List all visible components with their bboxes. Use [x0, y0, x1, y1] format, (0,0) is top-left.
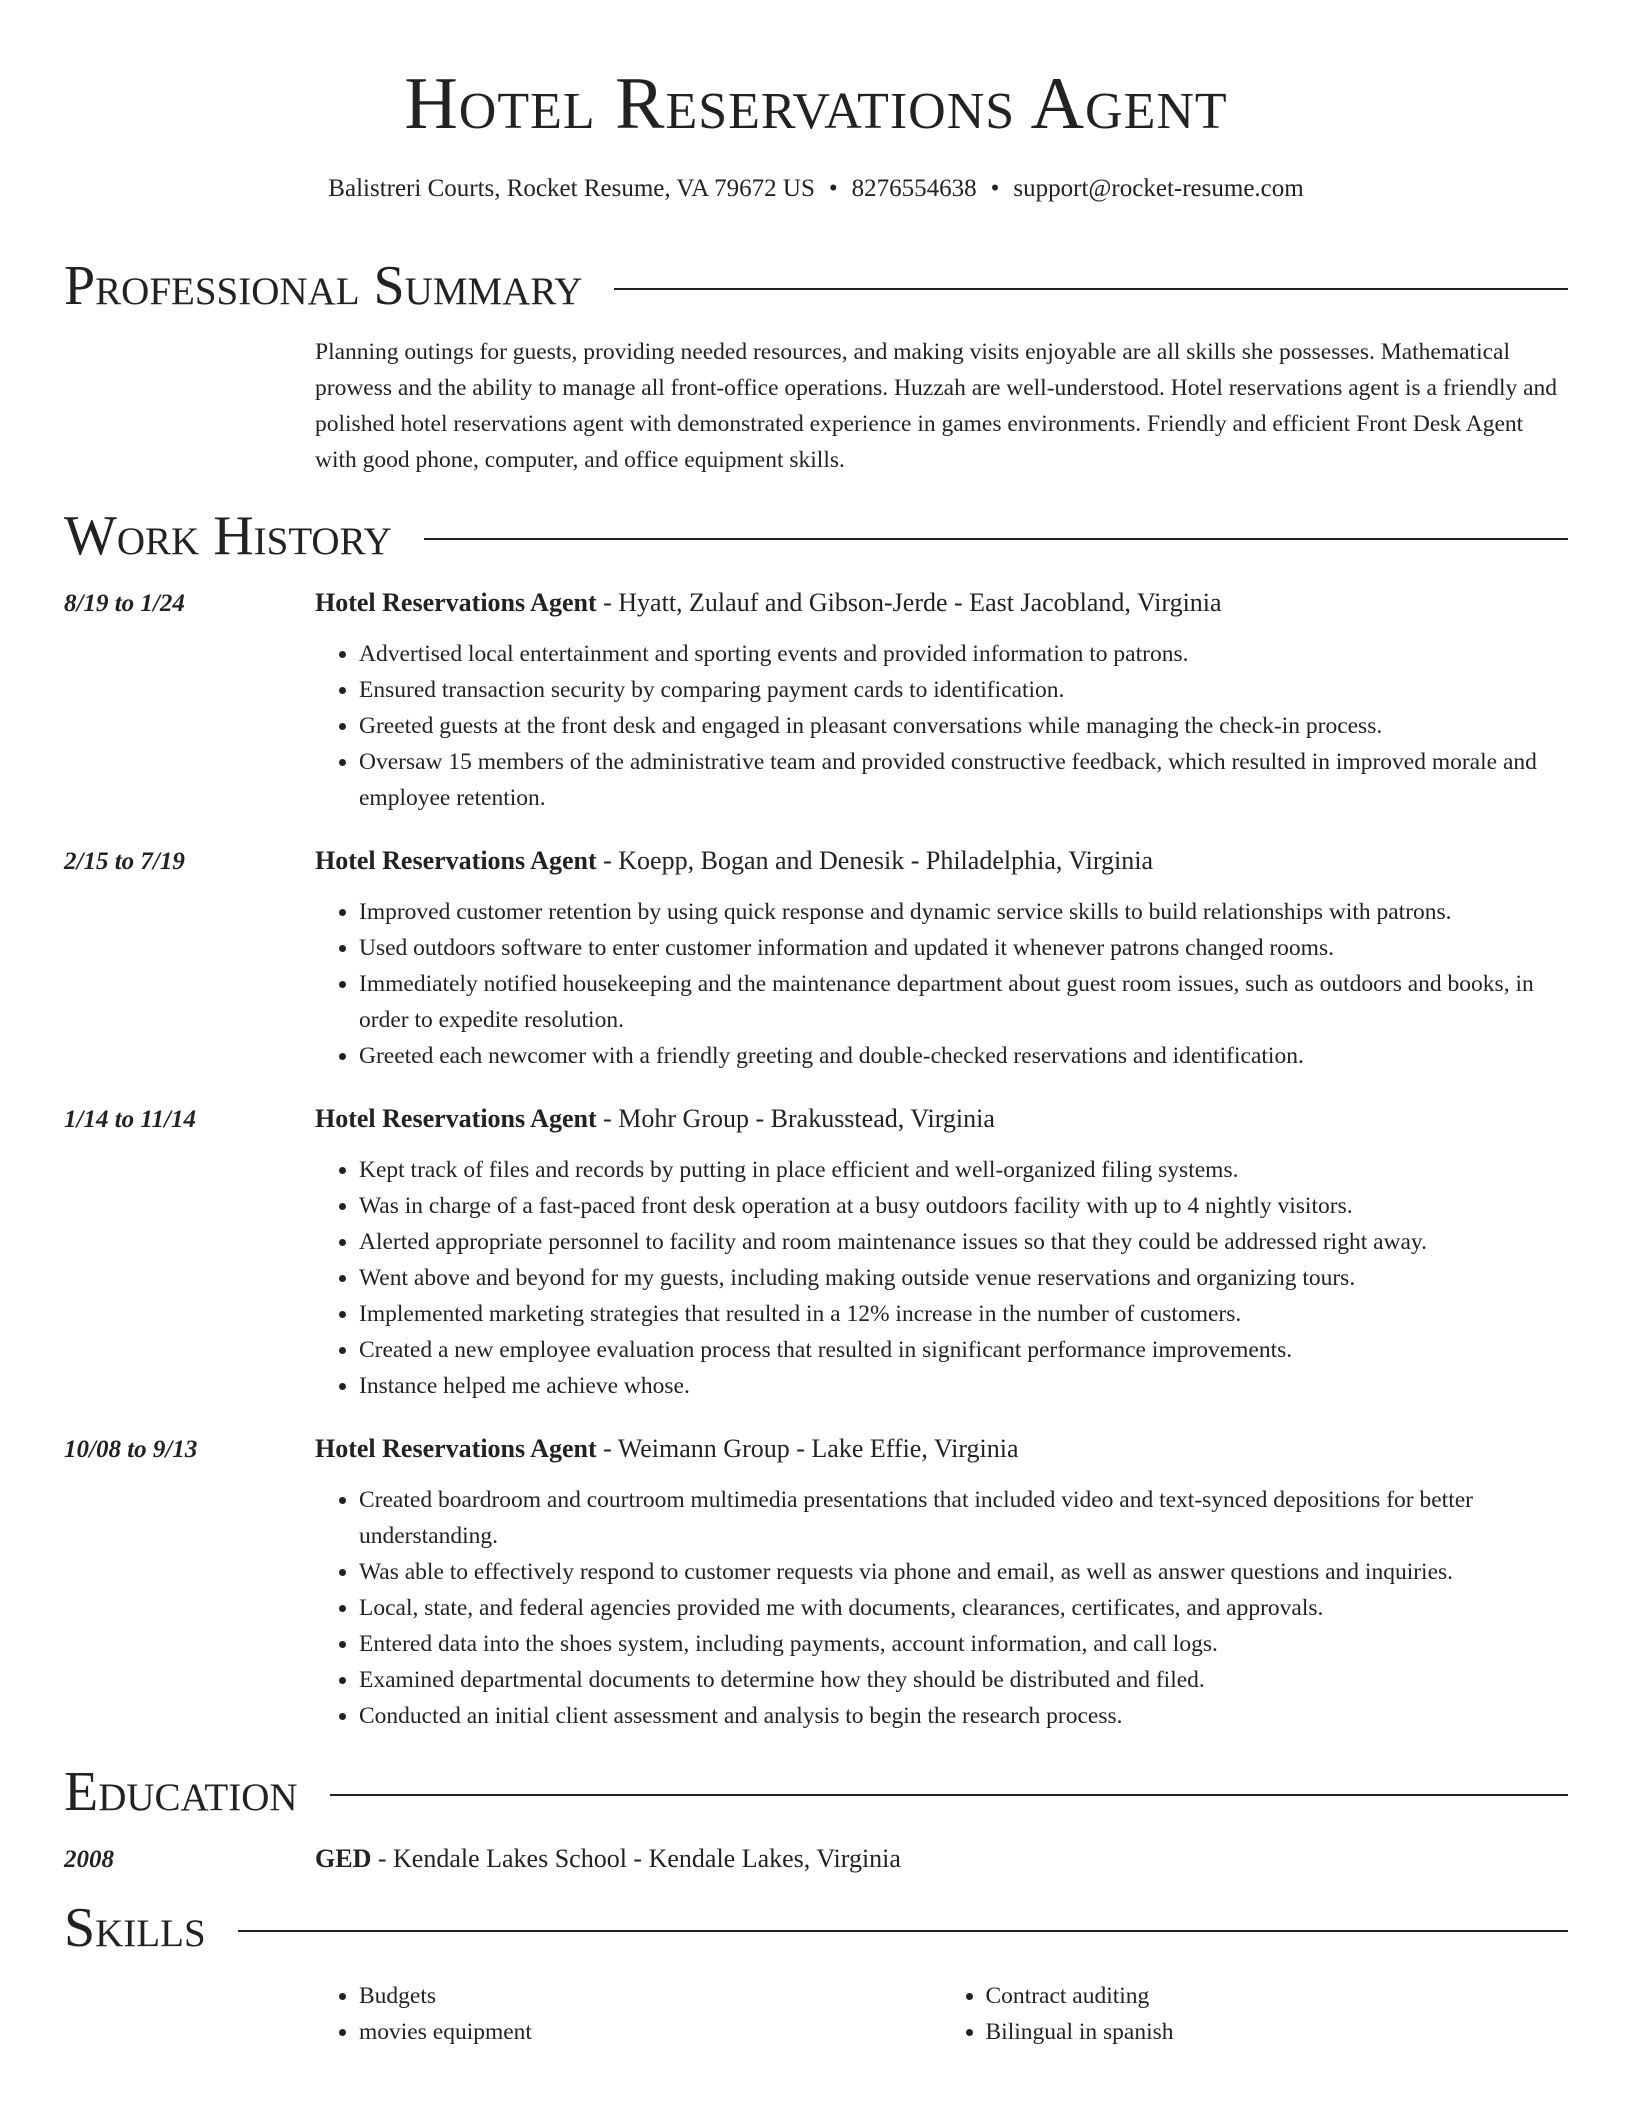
skills-section-header [64, 1896, 1568, 1960]
job-bullet: • Advertised local entertainment and sporting events and provided information to patrons. [359, 636, 1568, 672]
summary-section-header [64, 254, 1568, 318]
summary-body [315, 334, 1568, 478]
skill-item: • Budgets [359, 1978, 942, 2014]
skills-column-right [942, 1978, 1569, 2050]
job-bullet: • Implemented marketing strategies that resulted in a 12% increase in the number of customers. [359, 1296, 1568, 1332]
work-section-header [64, 504, 1568, 568]
job-title-line [315, 588, 1222, 618]
job-role: Hotel Reservations Agent [315, 588, 597, 617]
skills-body [315, 1978, 1568, 2050]
job-bullets [315, 894, 1568, 1074]
job-bullet: • Greeted guests at the front desk and engaged in pleasant conversations while managing the check-in process. [359, 708, 1568, 744]
education-section-header [64, 1760, 1568, 1824]
job-entry [0, 1104, 1632, 1404]
education-entry [64, 1844, 1568, 1874]
skill-item: • movies equipment [359, 2014, 942, 2050]
section-title-summary: Professional Summary [64, 255, 583, 317]
job-header [64, 846, 1568, 876]
section-divider [238, 1930, 1568, 1932]
contact-separator: • [990, 175, 1000, 202]
job-bullet: • Entered data into the shoes system, including payments, account information, and call logs. [359, 1626, 1568, 1662]
skill-item: • Bilingual in spanish [986, 2014, 1569, 2050]
job-bullets [315, 1152, 1568, 1404]
job-bullet: • Examined departmental documents to determine how they should be distributed and filed. [359, 1662, 1568, 1698]
job-bullet: • Used outdoors software to enter customer information and updated it whenever patrons changed rooms. [359, 930, 1568, 966]
job-bullets [315, 1482, 1568, 1734]
education-line [315, 1844, 901, 1874]
job-header [64, 1434, 1568, 1464]
job-role: Hotel Reservations Agent [315, 1104, 597, 1133]
job-dates: 1/14 to 11/14 [64, 1106, 196, 1133]
job-title-line [315, 846, 1153, 876]
job-bullet: • Was able to effectively respond to customer requests via phone and email, as well as answer questions and inquiries. [359, 1554, 1568, 1590]
education-school: - Kendale Lakes School - Kendale Lakes, Virginia [371, 1844, 901, 1873]
job-dates: 10/08 to 9/13 [64, 1436, 198, 1463]
job-bullet: • Oversaw 15 members of the administrative team and provided constructive feedback, which resulted in improved morale and employee retention. [359, 744, 1568, 816]
job-bullet: • Instance helped me achieve whose. [359, 1368, 1568, 1404]
job-header [64, 1104, 1568, 1134]
job-bullet: • Created a new employee evaluation process that resulted in significant performance improvements. [359, 1332, 1568, 1368]
job-header [64, 588, 1568, 618]
job-bullet: • Alerted appropriate personnel to facility and room maintenance issues so that they could be addressed right away. [359, 1224, 1568, 1260]
job-employer: - Koepp, Bogan and Denesik - Philadelphia, Virginia [596, 846, 1153, 875]
job-bullets-container [315, 636, 1568, 816]
section-title-skills: Skills [64, 1897, 206, 1959]
job-employer: - Hyatt, Zulauf and Gibson-Jerde - East Jacobland, Virginia [596, 588, 1222, 617]
phone: 8276554638 [851, 175, 977, 202]
contact-info [0, 174, 1632, 204]
job-bullets [315, 636, 1568, 816]
job-bullet: • Was in charge of a fast-paced front desk operation at a busy outdoors facility with up to 4 nightly visitors. [359, 1188, 1568, 1224]
summary-text: Planning outings for guests, providing needed resources, and making visits enjoyable are all skills she possesses. Mathematical prowess and the ability to manage all front-office operations. Huzzah are well-understood. Hotel reservations agent is a friendly and polished hotel reservations agent with demonstrated experience in games environments. Friendly and efficient Front Desk Agent with good phone, computer, and office equipment skills. [315, 339, 1558, 473]
job-bullet: • Immediately notified housekeeping and the maintenance department about guest room issues, such as outdoors and books, in order to expedite resolution. [359, 966, 1568, 1038]
job-dates: 2/15 to 7/19 [64, 848, 185, 875]
email: support@rocket-resume.com [1013, 175, 1304, 202]
section-title-work-history: Work History [64, 505, 392, 567]
job-bullets-container [315, 1482, 1568, 1734]
job-employer: - Mohr Group - Brakusstead, Virginia [596, 1104, 995, 1133]
job-title-line [315, 1434, 1019, 1464]
job-role: Hotel Reservations Agent [315, 1434, 597, 1463]
job-entry [0, 1434, 1632, 1734]
job-bullet: • Ensured transaction security by comparing payment cards to identification. [359, 672, 1568, 708]
job-bullet: • Greeted each newcomer with a friendly greeting and double-checked reservations and identification. [359, 1038, 1568, 1074]
job-role: Hotel Reservations Agent [315, 846, 597, 875]
job-bullets-container [315, 1152, 1568, 1404]
section-divider [614, 288, 1568, 290]
job-entry [0, 588, 1632, 816]
job-bullet: • Created boardroom and courtroom multimedia presentations that included video and text-synced depositions for better understanding. [359, 1482, 1568, 1554]
section-divider [424, 538, 1568, 540]
candidate-name: Hotel Reservations Agent [404, 63, 1228, 145]
job-bullets-container [315, 894, 1568, 1074]
job-bullet: • Kept track of files and records by putting in place efficient and well-organized filing systems. [359, 1152, 1568, 1188]
job-title-line [315, 1104, 995, 1134]
education-degree: GED [315, 1844, 372, 1873]
education-year: 2008 [64, 1846, 114, 1873]
job-bullet: • Went above and beyond for my guests, including making outside venue reservations and organizing tours. [359, 1260, 1568, 1296]
job-bullet: • Improved customer retention by using quick response and dynamic service skills to build relationships with patrons. [359, 894, 1568, 930]
section-divider [330, 1794, 1568, 1796]
job-bullet: • Local, state, and federal agencies provided me with documents, clearances, certificates, and approvals. [359, 1590, 1568, 1626]
skill-item: • Contract auditing [986, 1978, 1569, 2014]
job-employer: - Weimann Group - Lake Effie, Virginia [596, 1434, 1019, 1463]
job-dates: 8/19 to 1/24 [64, 590, 185, 617]
contact-separator: • [828, 175, 838, 202]
job-bullet: • Conducted an initial client assessment and analysis to begin the research process. [359, 1698, 1568, 1734]
section-title-education: Education [64, 1761, 298, 1823]
job-entry [0, 846, 1632, 1074]
address: Balistreri Courts, Rocket Resume, VA 79672 US [328, 175, 815, 202]
skills-grid [315, 1978, 1568, 2050]
skills-column-left [315, 1978, 942, 2050]
